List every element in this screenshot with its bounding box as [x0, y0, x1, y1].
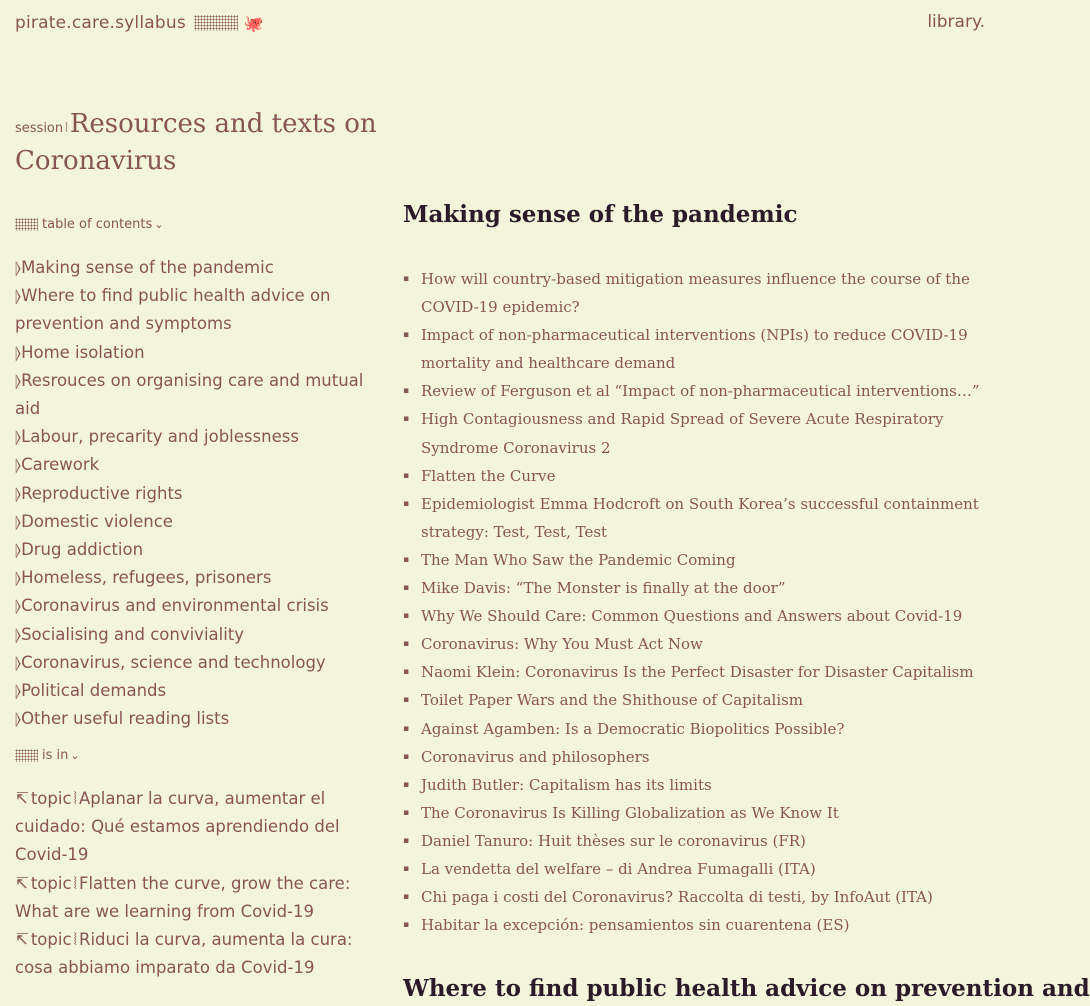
list-item [403, 827, 993, 855]
session-heading [15, 108, 385, 180]
chevron-down-icon: ⌄ [70, 749, 80, 762]
toc-item[interactable] [15, 451, 385, 479]
toc-item[interactable] [15, 508, 385, 536]
chevron-right-icon: ⦊ [15, 286, 22, 306]
page-title: Resources and texts on Coronavirus [15, 109, 377, 176]
list-item [403, 771, 993, 799]
toc-item-link[interactable]: Where to find public health advice on prevention and symptoms [15, 286, 331, 334]
list-item [403, 686, 993, 714]
toc-item[interactable] [15, 677, 385, 705]
chevron-right-icon: ⦊ [15, 427, 22, 447]
toc-item-link[interactable]: Coronavirus and environmental crisis [21, 596, 329, 616]
resource-link[interactable]: Review of Ferguson et al “Impact of non-pharmaceutical interventions…” [421, 382, 980, 401]
list-item [403, 546, 993, 574]
toc-item[interactable] [15, 367, 385, 423]
resource-link[interactable]: Toilet Paper Wars and the Shithouse of Capitalism [421, 691, 804, 710]
resource-link[interactable]: Impact of non-pharmaceutical interventions (NPIs) to reduce COVID-19 mortality and healthcare demand [421, 326, 968, 373]
dot-grid-icon [15, 218, 38, 231]
session-separator: ⦚ [65, 121, 68, 136]
list-item [403, 799, 993, 827]
section-heading: Making sense of the pandemic [403, 201, 798, 228]
resource-link[interactable]: Coronavirus: Why You Must Act Now [421, 635, 703, 654]
resource-link[interactable]: La vendetta del welfare – di Andrea Fumagalli (ITA) [421, 859, 816, 878]
toc-item[interactable] [15, 423, 385, 451]
topic-separator: ⦚ [73, 873, 77, 893]
toc-item-link[interactable]: Domestic violence [21, 511, 173, 531]
arrow-up-left-icon: ↸ [15, 930, 29, 950]
list-item [403, 743, 993, 771]
session-label: session [15, 121, 64, 136]
toc-item[interactable] [15, 536, 385, 564]
resource-link[interactable]: Epidemiologist Emma Hodcroft on South Korea’s successful containment strategy: Test, Test, Test [421, 494, 979, 541]
resource-link[interactable]: Naomi Klein: Coronavirus Is the Perfect Disaster for Disaster Capitalism [421, 663, 974, 682]
toc-item[interactable] [15, 254, 385, 282]
toc-item-link[interactable]: Drug addiction [21, 540, 144, 560]
toc-item[interactable] [15, 649, 385, 677]
resource-link[interactable]: Against Agamben: Is a Democratic Biopolitics Possible? [421, 719, 845, 738]
toc-item-link[interactable]: Coronavirus, science and technology [21, 652, 326, 672]
is-in-list [15, 785, 390, 982]
is-in-item[interactable] [15, 870, 390, 926]
chevron-right-icon: ⦊ [15, 511, 22, 531]
resource-list [403, 265, 993, 939]
list-item [403, 715, 993, 743]
chevron-right-icon: ⦊ [15, 624, 22, 644]
list-item [403, 462, 993, 490]
toc-item[interactable] [15, 282, 385, 338]
toc-item-link[interactable]: Home isolation [21, 342, 145, 362]
toc-heading: table of contents [42, 217, 153, 232]
is-in-item[interactable] [15, 785, 390, 870]
octopus-icon: 🐙 [243, 13, 264, 33]
resource-link[interactable]: Why We Should Care: Common Questions and Answers about Covid-19 [421, 607, 963, 626]
toc-item-link[interactable]: Political demands [21, 681, 167, 701]
list-item [403, 265, 993, 321]
chevron-down-icon: ⌄ [154, 218, 164, 231]
dot-grid-icon [15, 749, 38, 762]
list-item [403, 855, 993, 883]
toc-item[interactable] [15, 564, 385, 592]
list-item [403, 911, 993, 939]
arrow-up-left-icon: ↸ [15, 873, 29, 893]
topic-link[interactable]: Riduci la curva, aumenta la cura: cosa abbiamo imparato da Covid-19 [15, 930, 353, 978]
topic-separator: ⦚ [73, 789, 77, 808]
toc-item[interactable] [15, 480, 385, 508]
is-in-toggle[interactable] [15, 748, 80, 763]
chevron-right-icon: ⦊ [15, 370, 22, 390]
list-item [403, 321, 993, 377]
chevron-right-icon: ⦊ [15, 342, 22, 362]
topic-link[interactable]: Flatten the curve, grow the care: What are we learning from Covid-19 [15, 873, 351, 921]
toc-item-link[interactable]: Making sense of the pandemic [21, 258, 274, 277]
list-item [403, 574, 993, 602]
top-bar [15, 10, 985, 36]
chevron-right-icon: ⦊ [15, 568, 22, 588]
toc-item[interactable] [15, 621, 385, 649]
topic-separator: ⦚ [73, 930, 77, 950]
dot-grid-icon [194, 15, 238, 31]
resource-link[interactable]: The Coronavirus Is Killing Globalization as We Know It [421, 803, 839, 822]
toc-item-link[interactable]: Homeless, refugees, prisoners [21, 568, 272, 588]
toc-item-link[interactable]: Carework [21, 455, 100, 475]
resource-link[interactable]: Judith Butler: Capitalism has its limits [421, 775, 712, 794]
toc-toggle[interactable] [15, 217, 163, 232]
topic-kind: topic [30, 930, 72, 950]
chevron-right-icon: ⦊ [15, 540, 22, 560]
table-of-contents [15, 254, 385, 733]
list-item [403, 602, 993, 630]
arrow-up-left-icon: ↸ [15, 789, 29, 808]
list-item [403, 658, 993, 686]
library-link[interactable]: library. [927, 12, 985, 32]
resource-link[interactable]: How will country-based mitigation measures influence the course of the COVID-19 epidemic? [421, 270, 970, 317]
brand-link[interactable]: pirate.care.syllabus [15, 13, 186, 33]
next-section-heading: Where to find public health advice on prevention and [403, 975, 1090, 1002]
chevron-right-icon: ⦊ [15, 652, 22, 672]
chevron-right-icon: ⦊ [15, 455, 22, 475]
toc-item[interactable] [15, 705, 385, 733]
toc-item-link[interactable]: Other useful reading lists [21, 709, 230, 729]
list-item [403, 883, 993, 911]
toc-item-link[interactable]: Socialising and conviviality [21, 624, 245, 644]
toc-item-link[interactable]: Resrouces on organising care and mutual aid [15, 370, 364, 419]
chevron-right-icon: ⦊ [15, 681, 22, 701]
list-item [403, 490, 993, 546]
is-in-heading: is in [42, 748, 69, 763]
chevron-right-icon: ⦊ [15, 709, 22, 729]
toc-item-link[interactable]: Labour, precarity and joblessness [21, 427, 299, 447]
resource-link[interactable]: Daniel Tanuro: Huit thèses sur le coronavirus (FR) [421, 831, 806, 850]
list-item [403, 630, 993, 658]
topic-kind: topic [30, 789, 72, 808]
toc-item-link[interactable]: Reproductive rights [21, 483, 183, 503]
chevron-right-icon: ⦊ [15, 483, 22, 503]
chevron-right-icon: ⦊ [15, 258, 22, 277]
resource-link[interactable]: Coronavirus and philosophers [421, 747, 650, 766]
resource-link[interactable]: Habitar la excepción: pensamientos sin cuarentena (ES) [421, 916, 850, 935]
chevron-right-icon: ⦊ [15, 596, 22, 616]
main-content [403, 198, 993, 939]
is-in-item[interactable] [15, 926, 390, 982]
toc-item[interactable] [15, 592, 385, 620]
topic-kind: topic [30, 873, 72, 893]
resource-link[interactable]: Mike Davis: “The Monster is finally at the door” [421, 579, 786, 598]
resource-link[interactable]: The Man Who Saw the Pandemic Coming [421, 550, 736, 569]
toc-item[interactable] [15, 339, 385, 367]
resource-link[interactable]: Flatten the Curve [421, 466, 556, 485]
list-item [403, 377, 993, 405]
resource-link[interactable]: High Contagiousness and Rapid Spread of Severe Acute Respiratory Syndrome Coronavirus 2 [421, 410, 944, 457]
resource-link[interactable]: Chi paga i costi del Coronavirus? Raccolta di testi, by InfoAut (ITA) [421, 888, 933, 907]
list-item [403, 405, 993, 461]
topic-link[interactable]: Aplanar la curva, aumentar el cuidado: Qué estamos aprendiendo del Covid-19 [15, 789, 340, 865]
